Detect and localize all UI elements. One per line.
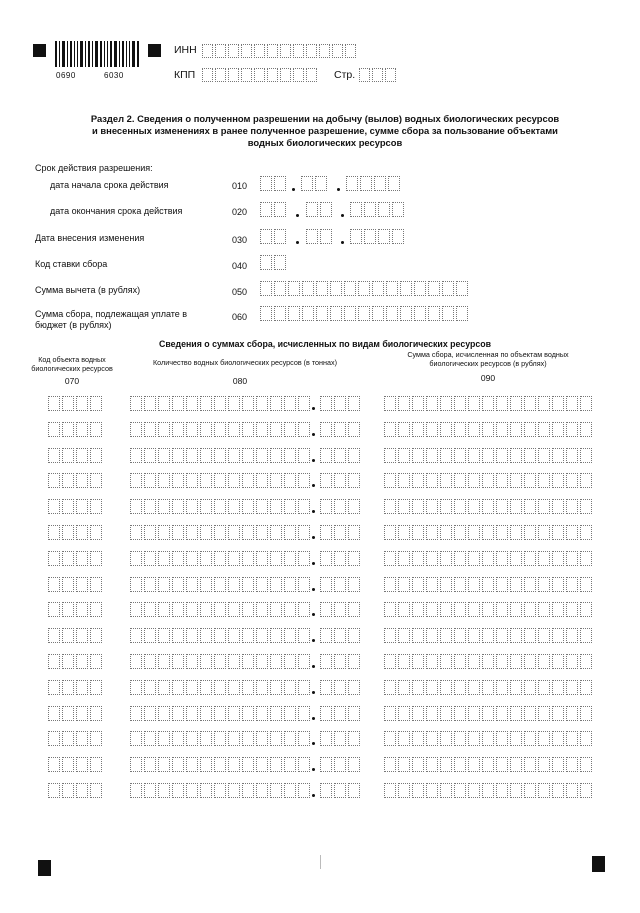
decimal-point — [312, 794, 315, 797]
fee-amount-cells[interactable] — [384, 448, 594, 463]
fee-amount-cells[interactable] — [384, 577, 594, 592]
col2-header: Количество водных биологических ресурсов (в тоннах) — [153, 358, 337, 367]
quantity-integer-cells[interactable] — [130, 654, 312, 669]
change-date-day[interactable] — [260, 229, 288, 244]
quantity-fraction-cells[interactable] — [320, 731, 362, 746]
col1-code: 070 — [64, 376, 80, 386]
col2-code: 080 — [232, 376, 248, 386]
start-date-code: 010 — [232, 181, 248, 191]
end-date-month[interactable] — [306, 202, 334, 217]
quantity-integer-cells[interactable] — [130, 680, 312, 695]
deduction-label: Сумма вычета (в рублях) — [35, 285, 141, 295]
quantity-fraction-cells[interactable] — [320, 448, 362, 463]
decimal-point — [312, 484, 315, 487]
decimal-point — [312, 613, 315, 616]
corner-marker-top-mid — [148, 44, 161, 57]
section-title-line-3: водных биологических ресурсов — [247, 137, 403, 148]
change-date-code: 030 — [232, 235, 248, 245]
col3-header-line-1: Сумма сбора, исчисленная по объектам водных — [407, 350, 569, 359]
end-date-label: дата окончания срока действия — [50, 206, 183, 216]
quantity-integer-cells[interactable] — [130, 602, 312, 617]
object-code-cells[interactable] — [48, 783, 104, 798]
corner-marker-bottom-right — [592, 856, 605, 872]
quantity-fraction-cells[interactable] — [320, 499, 362, 514]
rate-code-code: 040 — [232, 261, 248, 271]
quantity-fraction-cells[interactable] — [320, 602, 362, 617]
object-code-cells[interactable] — [48, 654, 104, 669]
corner-marker-top-left — [33, 44, 46, 57]
object-code-cells[interactable] — [48, 577, 104, 592]
quantity-fraction-cells[interactable] — [320, 551, 362, 566]
quantity-fraction-cells[interactable] — [320, 525, 362, 540]
end-date-sep-1 — [296, 214, 299, 217]
decimal-point — [312, 459, 315, 462]
fee-amount-cells[interactable] — [384, 499, 594, 514]
end-date-code: 020 — [232, 207, 248, 217]
quantity-fraction-cells[interactable] — [320, 783, 362, 798]
barcode-number-left: 0690 — [56, 71, 76, 80]
fee-amount-cells[interactable] — [384, 680, 594, 695]
quantity-integer-cells[interactable] — [130, 422, 312, 437]
object-code-cells[interactable] — [48, 680, 104, 695]
object-code-cells[interactable] — [48, 757, 104, 772]
col1-header-line-2: биологических ресурсов — [31, 363, 113, 373]
object-code-cells[interactable] — [48, 499, 104, 514]
quantity-integer-cells[interactable] — [130, 551, 312, 566]
quantity-integer-cells[interactable] — [130, 783, 312, 798]
col1-header — [30, 356, 114, 373]
object-code-cells[interactable] — [48, 602, 104, 617]
quantity-integer-cells[interactable] — [130, 448, 312, 463]
col3-code: 090 — [480, 373, 496, 383]
quantity-integer-cells[interactable] — [130, 757, 312, 772]
page-label: Стр. — [334, 69, 356, 81]
fee-amount-cells[interactable] — [384, 551, 594, 566]
inn-cells[interactable] — [202, 44, 358, 58]
decimal-point — [312, 536, 315, 539]
section-title — [60, 113, 590, 149]
fee-amount-cells[interactable] — [384, 731, 594, 746]
object-code-cells[interactable] — [48, 473, 104, 488]
object-code-cells[interactable] — [48, 628, 104, 643]
object-code-cells[interactable] — [48, 396, 104, 411]
fee-amount-cells[interactable] — [384, 628, 594, 643]
quantity-fraction-cells[interactable] — [320, 473, 362, 488]
decimal-point — [312, 588, 315, 591]
decimal-point — [312, 510, 315, 513]
quantity-integer-cells[interactable] — [130, 525, 312, 540]
decimal-point — [312, 742, 315, 745]
kpp-label: КПП — [174, 69, 196, 81]
quantity-integer-cells[interactable] — [130, 473, 312, 488]
decimal-point — [312, 433, 315, 436]
fee-amount-cells[interactable] — [384, 602, 594, 617]
end-date-sep-2 — [341, 214, 344, 217]
quantity-fraction-cells[interactable] — [320, 757, 362, 772]
start-date-sep-1 — [292, 188, 295, 191]
decimal-point — [312, 691, 315, 694]
start-date-label: дата начала срока действия — [50, 180, 169, 190]
start-date-day[interactable] — [260, 176, 288, 191]
section-title-line-1: Раздел 2. Сведения о полученном разрешении на добычу (вылов) водных биологических ресурсов — [90, 113, 560, 124]
rate-code-cells[interactable] — [260, 255, 288, 270]
validity-label: Срок действия разрешения: — [35, 163, 153, 173]
barcode-number-right: 6030 — [104, 71, 124, 80]
quantity-fraction-cells[interactable] — [320, 396, 362, 411]
quantity-fraction-cells[interactable] — [320, 422, 362, 437]
object-code-cells[interactable] — [48, 551, 104, 566]
change-date-sep-2 — [341, 241, 344, 244]
table-subtitle: Сведения о суммах сбора, исчисленных по видам биологических ресурсов — [158, 339, 492, 349]
barcode — [55, 41, 141, 67]
quantity-integer-cells[interactable] — [130, 396, 312, 411]
fee-amount-cells[interactable] — [384, 473, 594, 488]
fee-amount-cells[interactable] — [384, 422, 594, 437]
payable-cells[interactable] — [260, 306, 470, 321]
decimal-point — [312, 639, 315, 642]
object-code-cells[interactable] — [48, 422, 104, 437]
object-code-cells[interactable] — [48, 448, 104, 463]
corner-marker-bottom-left — [38, 860, 51, 876]
rate-code-label: Код ставки сбора — [35, 259, 108, 269]
object-code-cells[interactable] — [48, 706, 104, 721]
page-cells[interactable] — [359, 68, 398, 82]
fee-amount-cells[interactable] — [384, 525, 594, 540]
end-date-year[interactable] — [350, 202, 406, 217]
col3-header — [384, 351, 592, 368]
object-code-cells[interactable] — [48, 525, 104, 540]
payable-code: 060 — [232, 312, 248, 322]
object-code-cells[interactable] — [48, 731, 104, 746]
change-date-sep-1 — [296, 241, 299, 244]
quantity-integer-cells[interactable] — [130, 628, 312, 643]
start-date-year[interactable] — [346, 176, 402, 191]
quantity-fraction-cells[interactable] — [320, 680, 362, 695]
fee-amount-cells[interactable] — [384, 757, 594, 772]
decimal-point — [312, 717, 315, 720]
change-date-label: Дата внесения изменения — [35, 233, 145, 243]
quantity-fraction-cells[interactable] — [320, 628, 362, 643]
quantity-integer-cells[interactable] — [130, 499, 312, 514]
quantity-integer-cells[interactable] — [130, 706, 312, 721]
decimal-point — [312, 768, 315, 771]
fold-line — [320, 855, 321, 869]
decimal-point — [312, 562, 315, 565]
payable-label-2: бюджет (в рублях) — [35, 320, 112, 330]
fee-amount-cells[interactable] — [384, 783, 594, 798]
fee-amount-cells[interactable] — [384, 654, 594, 669]
decimal-point — [312, 665, 315, 668]
inn-label: ИНН — [174, 44, 197, 56]
fee-amount-cells[interactable] — [384, 706, 594, 721]
end-date-day[interactable] — [260, 202, 288, 217]
deduction-cells[interactable] — [260, 281, 470, 296]
start-date-sep-2 — [337, 188, 340, 191]
deduction-code: 050 — [232, 287, 248, 297]
decimal-point — [312, 407, 315, 410]
col1-header-line-1: Код объекта водных — [38, 355, 106, 364]
col3-header-line-2: биологических ресурсов (в рублях) — [429, 358, 547, 368]
section-title-line-2: и внесенных изменениях в ранее полученное разрешение, сумме сбора за пользование объектами — [92, 125, 558, 136]
change-date-month[interactable] — [306, 229, 334, 244]
fee-amount-cells[interactable] — [384, 396, 594, 411]
quantity-fraction-cells[interactable] — [320, 706, 362, 721]
start-date-month[interactable] — [301, 176, 329, 191]
quantity-integer-cells[interactable] — [130, 731, 312, 746]
kpp-cells[interactable] — [202, 68, 319, 82]
payable-label-1: Сумма сбора, подлежащая уплате в — [35, 309, 188, 319]
quantity-fraction-cells[interactable] — [320, 577, 362, 592]
quantity-fraction-cells[interactable] — [320, 654, 362, 669]
change-date-year[interactable] — [350, 229, 406, 244]
quantity-integer-cells[interactable] — [130, 577, 312, 592]
